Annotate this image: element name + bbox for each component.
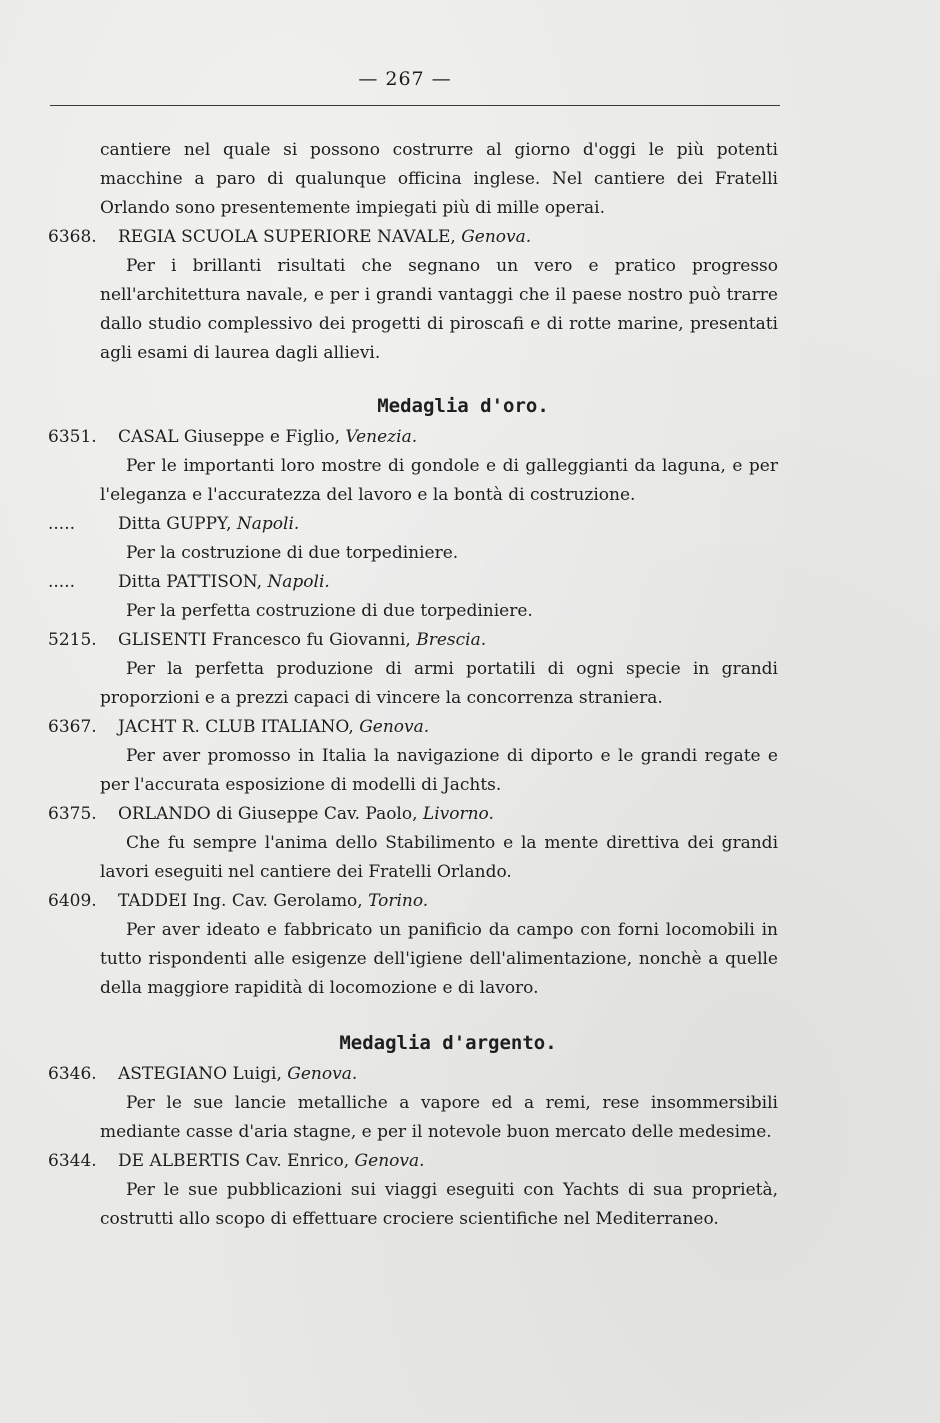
entry-text: Per i brillanti risultati che segnano un vero e pratico progresso nell'architettura navale, e per i grandi vantaggi che il paese nostro può trarre dallo studio complessivo dei progetti di piroscafi e di rotte marine, presentati agli esami di laurea dagli allievi. bbox=[100, 256, 778, 363]
entry-place: Genova. bbox=[461, 227, 532, 247]
header-rule bbox=[50, 105, 780, 106]
entry-text: Per aver ideato e fabbricato un panificio da campo con forni locomobili in tutto rispondenti alle esigenze dell'igiene dell'alimentazione, nonchè a quelle della maggiore rapidità di locomozione e di lavoro. bbox=[100, 920, 778, 998]
gold-entry bbox=[48, 713, 778, 800]
gold-medal-heading: Medaglia d'oro. bbox=[377, 395, 549, 417]
entry-number: 6351. bbox=[48, 427, 97, 447]
entry-heading bbox=[48, 568, 778, 597]
entry-name: CASAL Giuseppe e Figlio, bbox=[118, 427, 340, 447]
entry-text: Per la perfetta costruzione di due torpediniere. bbox=[126, 601, 533, 621]
entry-number: ..... bbox=[48, 514, 76, 534]
entry-text: Per le sue lancie metalliche a vapore ed a remi, rese insommersibili mediante casse d'aria stagne, e per il notevole buon mercato delle medesime. bbox=[100, 1093, 778, 1142]
entry-text: Che fu sempre l'anima dello Stabilimento e la mente direttiva dei grandi lavori eseguiti nel cantiere dei Fratelli Orlando. bbox=[100, 833, 778, 882]
entry-heading bbox=[48, 713, 778, 742]
entry-place: Genova. bbox=[359, 717, 430, 737]
entry-heading bbox=[48, 423, 778, 452]
entry-place: Venezia. bbox=[345, 427, 418, 447]
silver-medal-heading: Medaglia d'argento. bbox=[339, 1032, 557, 1054]
entry-number: 6375. bbox=[48, 804, 97, 824]
gold-entry bbox=[48, 423, 778, 510]
entry-place: Genova. bbox=[354, 1151, 425, 1171]
entry-place: Napoli. bbox=[236, 514, 300, 534]
entry-6368 bbox=[48, 223, 778, 368]
entry-number: 6367. bbox=[48, 717, 97, 737]
entry-place: Napoli. bbox=[267, 572, 330, 592]
entry-text: Per la costruzione di due torpediniere. bbox=[126, 543, 459, 563]
gold-entry bbox=[48, 510, 778, 568]
entry-place: Torino. bbox=[368, 891, 429, 911]
gold-entry bbox=[48, 626, 778, 713]
entry-text: Per la perfetta produzione di armi portatili di ogni specie in grandi proporzioni e a prezzi capaci di vincere la concorrenza straniera. bbox=[100, 659, 778, 708]
entry-number: 5215. bbox=[48, 630, 97, 650]
entry-name: TADDEI Ing. Cav. Gerolamo, bbox=[118, 891, 363, 911]
entry-heading bbox=[48, 887, 778, 916]
page-number: — 267 — bbox=[358, 68, 452, 90]
entry-heading bbox=[48, 626, 778, 655]
entry-name: ORLANDO di Giuseppe Cav. Paolo, bbox=[118, 804, 418, 824]
entry-name: Ditta GUPPY, bbox=[118, 514, 232, 534]
entry-text: Per aver promosso in Italia la navigazione di diporto e le grandi regate e per l'accurata esposizione di modelli di Jachts. bbox=[100, 746, 778, 795]
entry-number: 6368. bbox=[48, 227, 97, 247]
entry-heading bbox=[48, 1060, 778, 1089]
entry-place: Genova. bbox=[287, 1064, 358, 1084]
entry-name: Ditta PATTISON, bbox=[118, 572, 262, 592]
entry-number: 6409. bbox=[48, 891, 97, 911]
entry-name: DE ALBERTIS Cav. Enrico, bbox=[118, 1151, 350, 1171]
entry-number: 6346. bbox=[48, 1064, 97, 1084]
page-content bbox=[48, 136, 778, 1234]
gold-entry bbox=[48, 887, 778, 1003]
intro-paragraph: cantiere nel quale si possono costrurre al giorno d'oggi le più potenti macchine a paro di qualunque officina inglese. Nel cantiere dei Fratelli Orlando sono presentemente impiegati più di mille operai. bbox=[100, 140, 778, 218]
entry-name: REGIA SCUOLA SUPERIORE NAVALE, bbox=[118, 227, 456, 247]
entry-number: ..... bbox=[48, 572, 76, 592]
entry-text: Per le sue pubblicazioni sui viaggi eseguiti con Yachts di sua proprietà, costrutti allo scopo di effettuare crociere scientifiche nel Mediterraneo. bbox=[100, 1180, 778, 1229]
gold-entry bbox=[48, 568, 778, 626]
entry-heading bbox=[48, 800, 778, 829]
entry-heading bbox=[48, 223, 778, 252]
entry-number: 6344. bbox=[48, 1151, 97, 1171]
gold-entry bbox=[48, 800, 778, 887]
entry-text: Per le importanti loro mostre di gondole e di galleggianti da laguna, e per l'eleganza e l'accuratezza del lavoro e la bontà di costruzione. bbox=[100, 456, 778, 505]
silver-entry bbox=[48, 1060, 778, 1147]
entry-name: JACHT R. CLUB ITALIANO, bbox=[118, 717, 354, 737]
entry-heading bbox=[48, 1147, 778, 1176]
entry-place: Livorno. bbox=[422, 804, 494, 824]
entry-place: Brescia. bbox=[416, 630, 487, 650]
entry-name: ASTEGIANO Luigi, bbox=[118, 1064, 282, 1084]
entry-name: GLISENTI Francesco fu Giovanni, bbox=[118, 630, 411, 650]
silver-entry bbox=[48, 1147, 778, 1234]
entry-heading bbox=[48, 510, 778, 539]
